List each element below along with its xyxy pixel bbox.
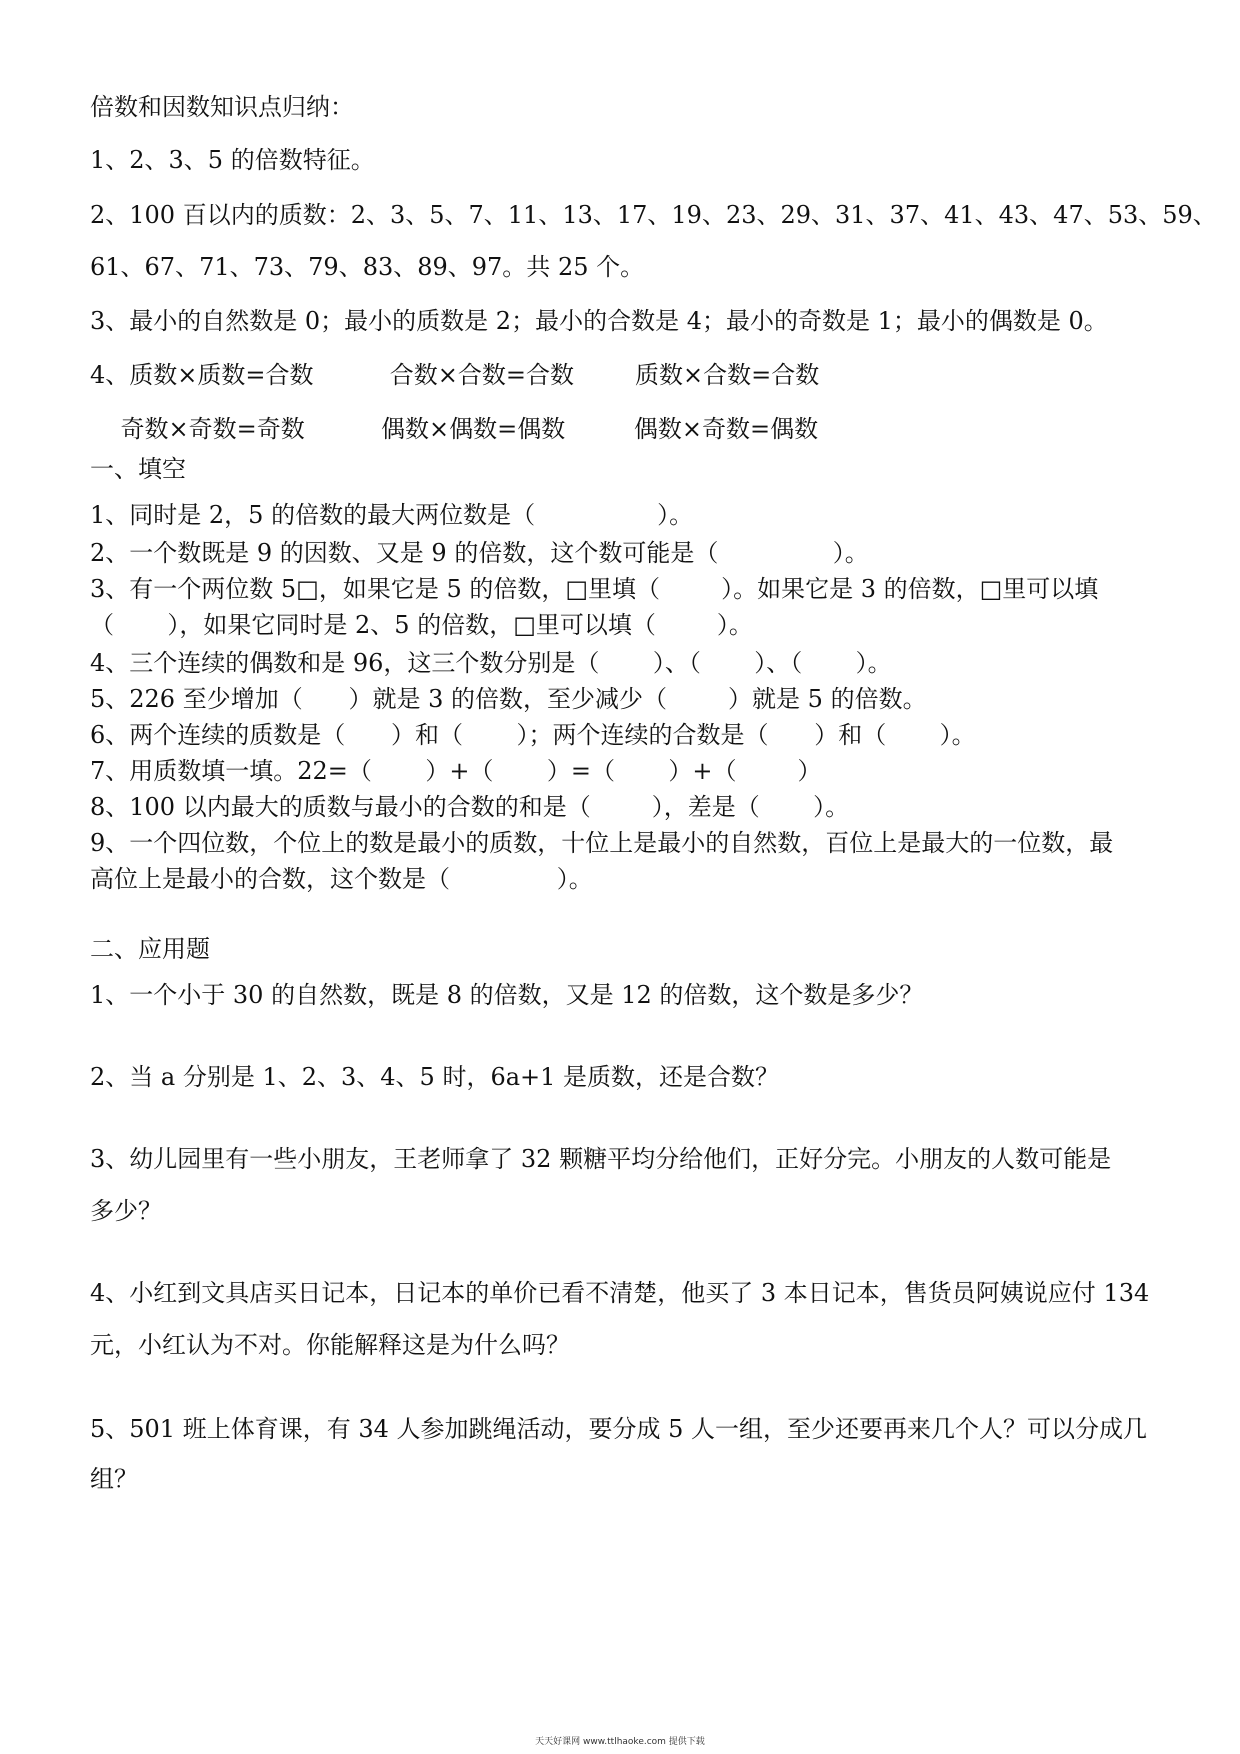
- fill-question-2: 2、一个数既是 9 的因数、又是 9 的倍数，这个数可能是（ ）。: [90, 539, 869, 567]
- knowledge-point-2-line1: 2、100 百以内的质数：2、3、5、7、11、13、17、19、23、29、31、37、41、43、47、53、59、: [90, 201, 1217, 229]
- fill-question-3-line1: 3、有一个两位数 5□，如果它是 5 的倍数，□里填（ ）。如果它是 3 的倍数，□里可以填: [90, 575, 1099, 603]
- knowledge-point-4-line2: 奇数×奇数=奇数 偶数×偶数=偶数 偶数×奇数=偶数: [90, 415, 819, 443]
- application-question-3-line2: 多少？: [90, 1197, 162, 1225]
- knowledge-point-1: 1、2、3、5 的倍数特征。: [90, 146, 375, 174]
- fill-question-3-line2: （ ），如果它同时是 2、5 的倍数，□里可以填（ ）。: [90, 611, 753, 639]
- application-question-5-line2: 组？: [90, 1465, 138, 1493]
- section-application-heading: 二、应用题: [90, 935, 210, 963]
- fill-question-8: 8、100 以内最大的质数与最小的合数的和是（ ），差是（ ）。: [90, 793, 850, 821]
- application-question-1: 1、一个小于 30 的自然数，既是 8 的倍数，又是 12 的倍数，这个数是多少？: [90, 981, 924, 1009]
- application-question-4-line2: 元，小红认为不对。你能解释这是为什么吗？: [90, 1331, 570, 1359]
- section-fill-blank-heading: 一、填空: [90, 455, 186, 483]
- fill-question-9-line1: 9、一个四位数，个位上的数是最小的质数，十位上是最小的自然数，百位上是最大的一位数，最: [90, 829, 1114, 857]
- knowledge-point-2-line2: 61、67、71、73、79、83、89、97。共 25 个。: [90, 253, 645, 281]
- fill-question-9-line2: 高位上是最小的合数，这个数是（ ）。: [90, 865, 593, 893]
- fill-question-4: 4、三个连续的偶数和是 96，这三个数分别是（ ）、（ ）、（ ）。: [90, 649, 892, 677]
- application-question-4-line1: 4、小红到文具店买日记本，日记本的单价已看不清楚，他买了 3 本日记本，售货员阿姨说应付 134: [90, 1279, 1150, 1307]
- fill-question-7: 7、用质数填一填。22=（ ）+（ ）=（ ）+（ ）: [90, 757, 822, 785]
- application-question-5-line1: 5、501 班上体育课，有 34 人参加跳绳活动，要分成 5 人一组，至少还要再来几个人？可以分成几: [90, 1415, 1148, 1443]
- fill-question-5: 5、226 至少增加（ ）就是 3 的倍数，至少减少（ ）就是 5 的倍数。: [90, 685, 927, 713]
- application-question-3-line1: 3、幼儿园里有一些小朋友，王老师拿了 32 颗糖平均分给他们，正好分完。小朋友的人数可能是: [90, 1145, 1112, 1173]
- fill-question-1: 1、同时是 2，5 的倍数的最大两位数是（ ）。: [90, 501, 694, 529]
- application-question-2: 2、当 a 分别是 1、2、3、4、5 时，6a+1 是质数，还是合数？: [90, 1063, 780, 1091]
- fill-question-6: 6、两个连续的质数是（ ）和（ ）；两个连续的合数是（ ）和（ ）。: [90, 721, 976, 749]
- page-footer: 天天好课网 www.ttlhaoke.com 提供下载: [535, 1737, 705, 1747]
- page-title: 倍数和因数知识点归纳：: [90, 93, 354, 121]
- knowledge-point-4-line1: 4、质数×质数=合数 合数×合数=合数 质数×合数=合数: [90, 361, 820, 389]
- knowledge-point-3: 3、最小的自然数是 0；最小的质数是 2；最小的合数是 4；最小的奇数是 1；最小的偶数是 0。: [90, 307, 1108, 335]
